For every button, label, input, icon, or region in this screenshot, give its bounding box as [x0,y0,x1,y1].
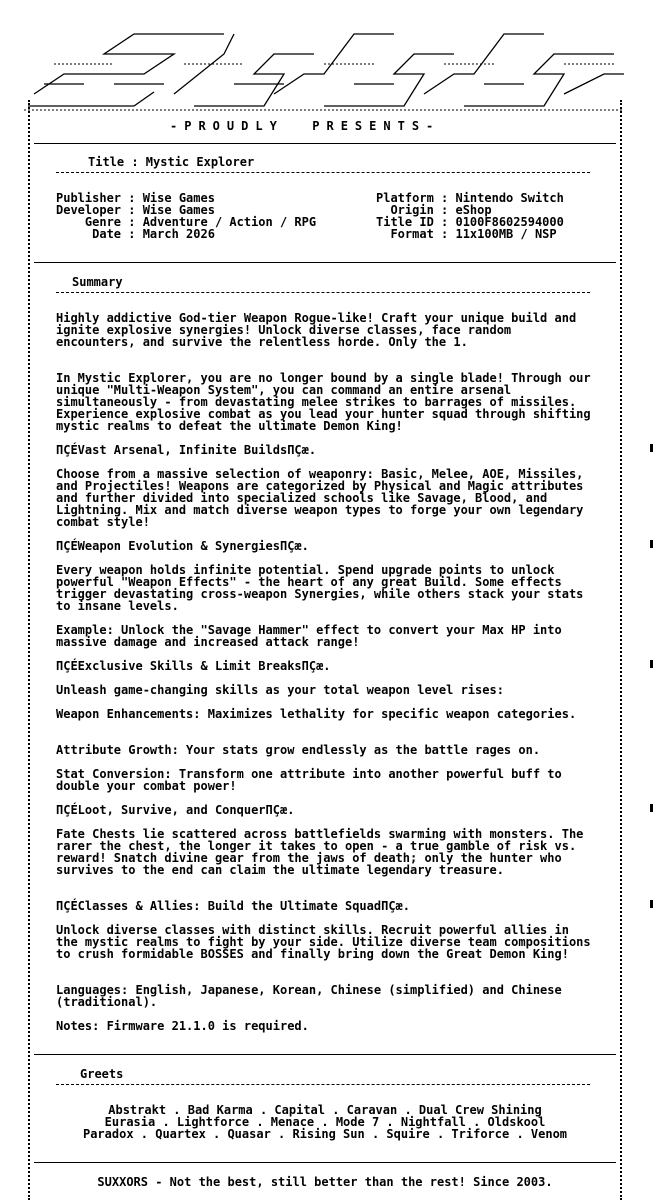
summary-paragraph: Every weapon holds infinite potential. Spend upgrade points to unlock powerful "Weapon Effects" - the heart of any great Build. Some effects trigger devastating cross-weapon Synergies, while others stack your stats to insane levels. [56,563,584,613]
title-line: Title : Mystic Explorer [88,155,255,169]
info-genre: Genre : Adventure / Action / RPG [56,215,317,229]
margin-mark [650,444,653,452]
margin-mark [650,804,653,812]
info-origin: Origin : eShop [376,203,492,217]
divider [34,1054,616,1055]
summary-paragraph: Languages: English, Japanese, Korean, Chinese (simplified) and Chinese (traditional). [56,983,562,1009]
presents-banner: -PROUDLY PRESENTS- [170,119,441,133]
footer-tagline: SUXXORS - Not the best, still better than the rest! Since 2003. [97,1175,553,1189]
info-platform: Platform : Nintendo Switch [376,191,564,205]
info-format: Format : 11x100MB / NSP [376,227,557,241]
title-underline [56,172,590,173]
summary-paragraph: Notes: Firmware 21.1.0 is required. [56,1019,309,1033]
section-heading: ΠÇÉWeapon Evolution & SynergiesΠÇæ. [56,539,309,553]
margin-mark [650,540,653,548]
summary-paragraph: Example: Unlock the "Savage Hammer" effect to convert your Max HP into massive damage and increased attack range! [56,623,562,649]
info-title-id: Title ID : 0100F8602594000 [376,215,564,229]
info-developer: Developer : Wise Games [56,203,215,217]
summary-paragraph: Attribute Growth: Your stats grow endlessly as the battle rages on. [56,743,541,757]
summary-paragraph: Fate Chests lie scattered across battlefields swarming with monsters. The rarer the chest, the longer it takes to open - a true gamble of risk vs. reward! Snatch divine gear from the jaws of death; only the hunter who survives to the end can claim the ultimate legendary treasure. [56,827,584,877]
greets-line: Abstrakt . Bad Karma . Capital . Caravan . Dual Crew Shining [108,1103,542,1117]
greets-underline [56,1084,590,1085]
greets-heading: Greets [80,1067,124,1081]
summary-paragraph: Weapon Enhancements: Maximizes lethality for specific weapon categories. [56,707,577,721]
margin-mark [650,900,653,908]
summary-paragraph: Stat Conversion: Transform one attribute into another powerful buff to double your combat power! [56,767,562,793]
group-logo-art [24,14,624,114]
frame-right-border [620,100,626,1200]
section-heading: ΠÇÉExclusive Skills & Limit BreaksΠÇæ. [56,659,331,673]
info-publisher: Publisher : Wise Games [56,191,215,205]
summary-paragraph: In Mystic Explorer, you are no longer bound by a single blade! Through our unique "Multi-Weapon System", you can command an entire arsenal simultaneously - from devastating melee strikes to barrages of missiles. Experience explosive combat as you lead your hunter squad through shifting mystic realms to defeat the ultimate Demon King! [56,371,591,433]
divider [34,1162,616,1163]
summary-paragraph: Unlock diverse classes with distinct skills. Recruit powerful allies in the mystic realms to fight by your side. Utilize diverse team compositions to crush formidable BOSSES and finally bring down the Great Demon King! [56,923,591,961]
divider [34,262,616,263]
frame-left-border [28,100,34,1200]
summary-heading: Summary [72,275,123,289]
greets-line: Paradox . Quartex . Quasar . Rising Sun . Squire . Triforce . Venom [82,1127,568,1141]
summary-paragraph: Choose from a massive selection of weaponry: Basic, Melee, AOE, Missiles, and Projectiles! Weapons are categorized by Physical and Magic attributes and further divided into specialized schools like Savage, Blood, and Lightning. Mix and match diverse weapon types to forge your own legendary combat style! [56,467,584,529]
divider [34,143,616,144]
info-date: Date : March 2026 [56,227,215,241]
margin-mark [650,660,653,668]
section-heading: ΠÇÉLoot, Survive, and ConquerΠÇæ. [56,803,295,817]
section-heading: ΠÇÉVast Arsenal, Infinite BuildsΠÇæ. [56,443,317,457]
greets-line: Eurasia . Lightforce . Menace . Mode 7 . Nightfall . Oldskool [104,1115,546,1129]
summary-underline [56,292,590,293]
summary-paragraph: Highly addictive God-tier Weapon Rogue-like! Craft your unique build and ignite explosive synergies! Unlock diverse classes, face random encounters, and survive the relentless horde. Only the 1. [56,311,577,349]
section-heading: ΠÇÉClasses & Allies: Build the Ultimate SquadΠÇæ. [56,899,411,913]
summary-paragraph: Unleash game-changing skills as your total weapon level rises: [56,683,504,697]
